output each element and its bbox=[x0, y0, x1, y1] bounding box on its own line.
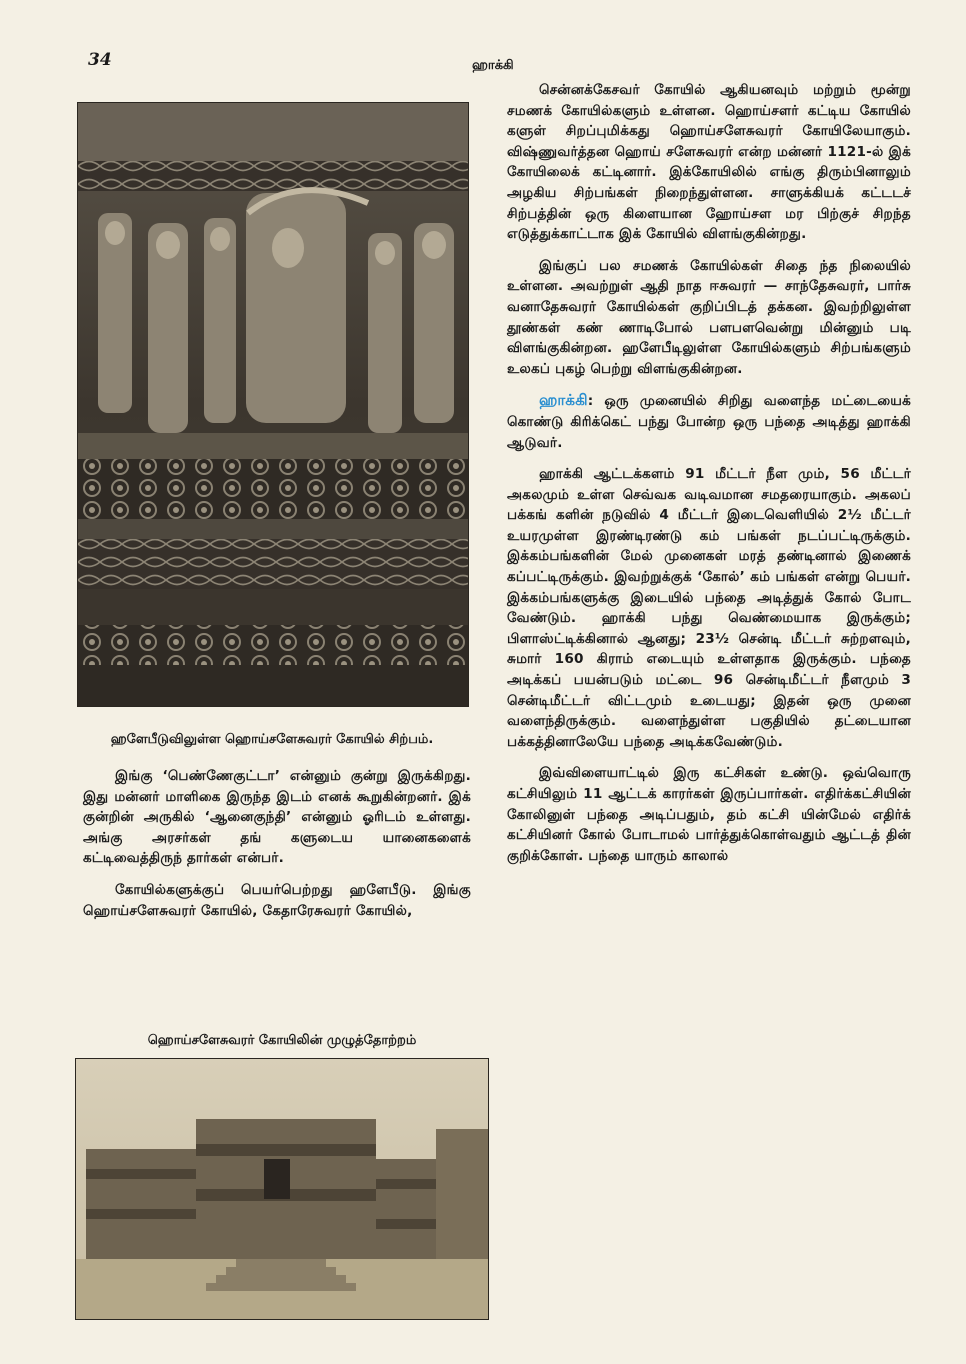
left-paragraph-1: இங்கு ‘பெண்ணேகுட்டா’ என்னும் குன்று இருக்கிறது. இது மன்னர் மாளிகை இருந்த இடம் எனக் கூறுகின்றனர். இக் குன்றின் அருகில் ‘ஆனைகுந்தி’ என்னும் ஓரிடம் உள்ளது. அங்கு அரசர்கள் தங் களுடைய யானைகளைக் கட்டிவைத்திருந் தார்கள் என்பர். bbox=[83, 768, 471, 867]
running-head: ஹாக்கி bbox=[472, 58, 514, 73]
right-paragraph-5: இவ்விளையாட்டில் இரு கட்சிகள் உண்டு. ஒவ்வொரு கட்சியிலும் 11 ஆட்டக் காரர்கள் இருப்பார்கள். எதிர்க்கட்சியின் கோலினுள் பந்தை அடிப்பதும், தம் கட்சி யின்மேல் எதிர்க் கட்சியினர் கோல் போடாமல் பார்த்துக்கொள்வதும் ஆட்டத் தின் குறிக்கோள். பந்தை யாரும் காலால் bbox=[507, 765, 911, 864]
entry-title: ஹாக்கி bbox=[539, 391, 588, 410]
right-paragraph-4: ஹாக்கி ஆட்டக்களம் 91 மீட்டர் நீள மும், 56 மீட்டர் அகலமும் உள்ள செவ்வக வடிவமான சமதரையாகும். அகலப் பக்கங் களின் நடுவில் 4 மீட்டர் இடைவெளியில் 2½ மீட்டர் உயரமுள்ள இரண்டிரண்டு கம் பங்கள் நடப்பட்டிருக்கும். இக்கம்பங்களின் மேல் முனைகள் மரத் தண்டினால் இணைக் கப்பட்டிருக்கும். இவற்றுக்குக் ‘கோல்’ கம் பங்கள் என்று பெயர். இக்கம்பங்களுக்கு இடையில் பந்தை அடித்துக் கோல் போட வேண்டும். ஹாக்கி பந்து வெண்மையாக இருக்கும்; பிளாஸ்ட்டிக்கினால் ஆனது; 23½ சென்டி மீட்டர் சுற்றளவும், சுமார் 160 கிராம் எடையும் உள்ளதாக இருக்கும். பந்தை அடிக்கப் பயன்படும் மட்டை 96 சென்டிமீட்டர் நீளமும் 3 சென்டிமீட்டர் விட்டமும் உடையது; இதன் ஒரு முனை வளைந்திருக்கும். வளைந்துள்ள பகுதியில் தட்டையான பக்கத்தினாலேயே பந்தை அடிக்கவேண்டும். bbox=[507, 466, 911, 750]
right-column bbox=[507, 80, 911, 877]
temple-caption: ஹொய்சளேசுவரர் கோயிலின் முழுத்தோற்றம் bbox=[147, 1033, 417, 1048]
hockey-entry bbox=[507, 390, 911, 453]
carving-caption: ஹளேபீடுவிலுள்ள ஹொய்சளேசுவரர் கோயில் சிற்பம். bbox=[110, 732, 434, 747]
left-column bbox=[83, 766, 471, 932]
right-paragraph-1: சென்னக்கேசவர் கோயில் ஆகியனவும் மற்றும் மூன்று சமணக் கோயில்களும் உள்ளன. ஹொய்சளர் கட்டிய கோயில் களுள் சிறப்புமிக்கது ஹொய்சளேசுவரர் கோயிலேயாகும். விஷ்ணுவர்த்தன ஹொய் சளேசுவரர் என்ற மன்னர் 1121-ல் இக் கோயிலைக் கட்டினார். இக்கோயிலில் எங்கு திரும்பினாலும் அழகிய சிற்பங்கள் நிறைந்துள்ளன. சாளுக்கியக் கட்டடச் சிற்பத்தின் ஒரு கிளையான ஹோய்சள மர பிற்குச் சிறந்த எடுத்துக்காட்டாக இக் கோயில் விளங்குகின்றது. bbox=[507, 82, 912, 243]
page-number: 34 bbox=[88, 50, 112, 70]
right-paragraph-2: இங்குப் பல சமணக் கோயில்கள் சிதை ந்த நிலையில் உள்ளன. அவற்றுள் ஆதி நாத ஈசுவரர் — சாந்தேசுவரர், பார்சு வனாதேசுவரர் கோயில்கள் குறிப்பிடத் தக்கன. இவற்றிலுள்ள தூண்கள் கண் ணாடிபோல் பளபளவென்று மின்னும் படி விளங்குகின்றன. ஹளேபீடிலுள்ள கோயில்களும் சிற்பங்களும் உலகப் புகழ் பெற்று விளங்குகின்றன. bbox=[507, 257, 911, 377]
left-paragraph-2: கோயில்களுக்குப் பெயர்பெற்றது ஹளேபீடு. இங்கு ஹொய்சளேசுவரர் கோயில், கேதாரேசுவரர் கோயில், bbox=[83, 881, 471, 919]
entry-intro: : ஒரு முனையில் சிறிது வளைந்த மட்டையைக் கொண்டு கிரிக்கெட் பந்து போன்ற ஒரு பந்தை அடித்து ஹாக்கி ஆடுவர். bbox=[507, 393, 911, 451]
carving-photo bbox=[77, 102, 469, 707]
temple-photo bbox=[75, 1058, 489, 1320]
